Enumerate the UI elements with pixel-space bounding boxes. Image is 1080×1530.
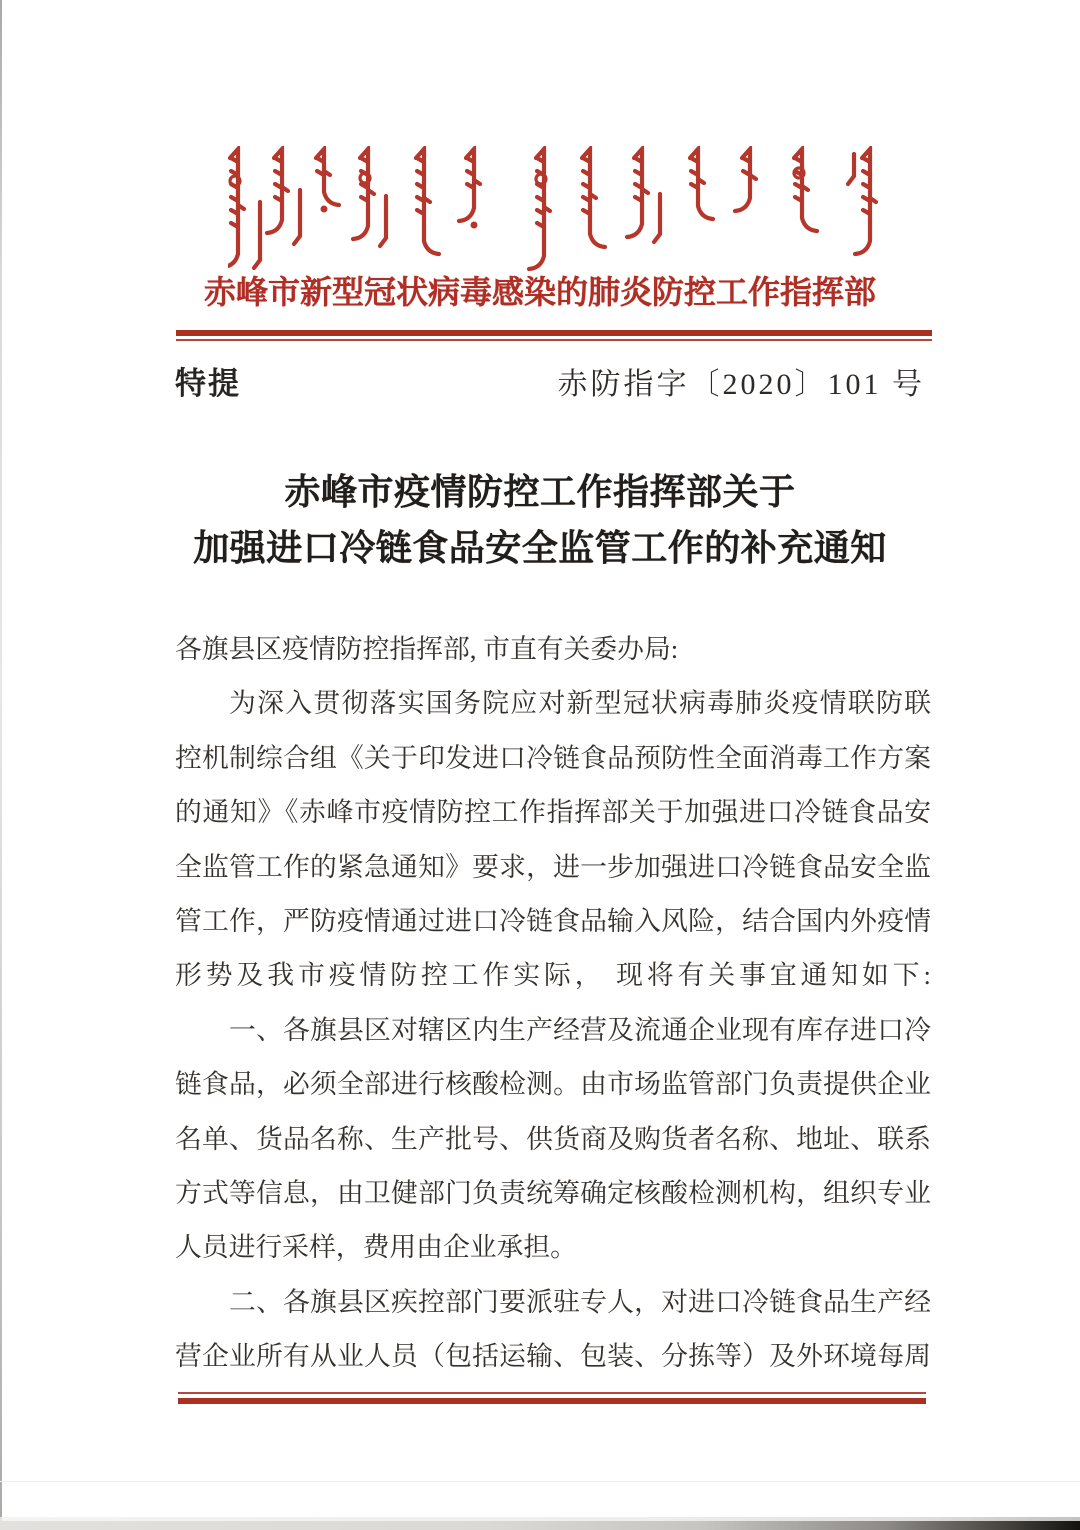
- mongolian-script-decoration-icon: [228, 146, 888, 281]
- body-line-item-2: 二、各旗县区疾控部门要派驻专人，对进口冷链食品生产经: [229, 1286, 931, 1317]
- body-line: 链食品，必须全部进行核酸检测。由市场监管部门负责提供企业: [175, 1069, 931, 1100]
- issuing-org-name: 赤峰市新型冠状病毒感染的肺炎防控工作指挥部: [203, 274, 876, 310]
- scan-edge-top: [0, 0, 1080, 2]
- document-title: [0, 464, 1080, 576]
- body-line: 形势及我市疫情防控工作实际， 现将有关事宜通知如下:: [175, 960, 931, 991]
- body-line: 全监管工作的紧急通知》要求，进一步加强进口冷链食品安全监: [175, 851, 931, 882]
- body-line: 为深入贯彻落实国务院应对新型冠状病毒肺炎疫情联防联: [229, 688, 931, 719]
- document-title-line2: 加强进口冷链食品安全监管工作的补充通知: [193, 528, 887, 568]
- body-line-salutation: 各旗县区疫情防控指挥部, 市直有关委办局:: [175, 634, 679, 664]
- red-footer-separator-line: [178, 1392, 926, 1404]
- body-line: 人员进行采样，费用由企业承担。: [175, 1232, 577, 1263]
- document-title-line1: 赤峰市疫情防控工作指挥部关于: [284, 472, 796, 512]
- body-line: 的通知》《赤峰市疫情防控工作指挥部关于加强进口冷链食品安: [175, 797, 931, 828]
- body-line: 名单、货品名称、生产批号、供货商及购货者名称、地址、联系: [175, 1123, 931, 1154]
- scan-edge-left: [0, 0, 2, 1530]
- red-header-separator-line: [176, 330, 932, 341]
- priority-label: 特提: [175, 366, 241, 401]
- body-line: 营企业所有从业人员（包括运输、包装、分拣等）及外环境每周: [175, 1341, 931, 1372]
- body-line: 管工作，严防疫情通过进口冷链食品输入风险，结合国内外疫情: [175, 906, 931, 937]
- body-line-item-1: 一、各旗县区对辖区内生产经营及流通企业现有库存进口冷: [229, 1014, 931, 1045]
- body-line: 控机制综合组《关于印发进口冷链食品预防性全面消毒工作方案: [175, 742, 931, 773]
- scan-artifact-line: [0, 1481, 1080, 1482]
- document-body: [175, 622, 931, 1384]
- body-line: 方式等信息，由卫健部门负责统筹确定核酸检测机构，组织专业: [175, 1178, 931, 1209]
- scan-shadow-bottom: [0, 1521, 1080, 1530]
- document-meta-row: [175, 358, 925, 403]
- document-number: 赤防指字〔2020〕101 号: [557, 368, 925, 401]
